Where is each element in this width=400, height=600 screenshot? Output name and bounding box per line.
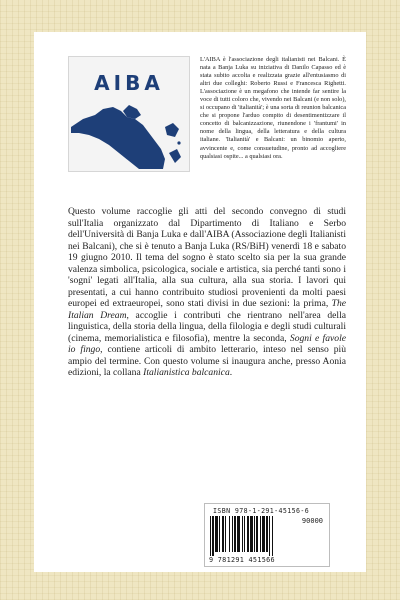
body-paragraph-part-3: , contiene articoli di ambito letterario, inteso nel senso più ampio del termine. Con questo volume si inaugura anche, presso Aonia edizioni, la collana [68, 344, 346, 378]
price-code: 90000 [301, 517, 323, 525]
body-paragraph-part-1: Questo volume raccoglie gli atti del secondo convegno di studi sull'Italia organizzato dal Dipartimento di Italiano e Serbo dell'Università di Banja Luka e dall'AIBA (Associazione degli Italianisti nei Balcani), che si è tenuto a Banja Luka (RS/BiH) venerdì 18 e sabato 19 giugno 2010. Il tema del sogno è stato scelto sia per la sua grande valenza simbolica, psicologica, sociale e artistica, sia perché tanti sono i 'sogni' legati all'Italia, alla sua cultura, alla sua storia. I lavori qui presentati, a cui hanno contribuito studiosi provenienti da molti paesi europei ed extraeuropei, sono stati divisi in due sezioni: la prima, [68, 206, 346, 309]
isbn-digits: 9 781291 451566 [209, 556, 275, 564]
aiba-logo-text: AIBA [94, 71, 164, 95]
body-paragraph-part-2: , accoglie i contributi che rientrano nell'area della linguistica, della storia della lingua, della filologia e degli studi culturali (cinema, memorialistica e filosofia), mentre la seconda, [68, 309, 346, 344]
isbn-barcode [204, 503, 330, 567]
body-paragraph-part-4: . [229, 367, 233, 378]
aiba-logo [68, 56, 190, 172]
aiba-description: L'AIBA è l'associazione degli italianisti nei Balcani. È nata a Banja Luka su iniziativa di Danilo Capasso ed è stata subito accolta e realizzata grazie all'entusiasmo di altri due colleghi: Roberto Russi e Francesca Righetti. L'associazione è un megafono che intende far sentire la voce di tutti coloro che, vivendo nei Balcani (e non solo), si occupano di 'italianità'; è una sorta di reunion balcanica che si propone l'arduo compito di desentimentizzare il concetto di balcanizzazione, riunendone i 'frantumi' in nome della lingua, della letteratura e della cultura italiane. 'Italianità' e Balcani: un binomio aperto, avvincente e, come consuetudine, pronto ad accogliere qualsiasi ospite... a qualsiasi ora. [200, 56, 346, 160]
series-title: Italianistica balcanica [143, 367, 230, 378]
back-cover [34, 32, 366, 572]
section-title-1: The Italian Dream [68, 298, 347, 321]
barcode-bars [210, 516, 296, 556]
section-title-2: Sogni e favole io fingo [68, 332, 347, 355]
book-description [68, 206, 346, 379]
isbn-label: ISBN 978-1-291-45156-6 [213, 507, 310, 515]
